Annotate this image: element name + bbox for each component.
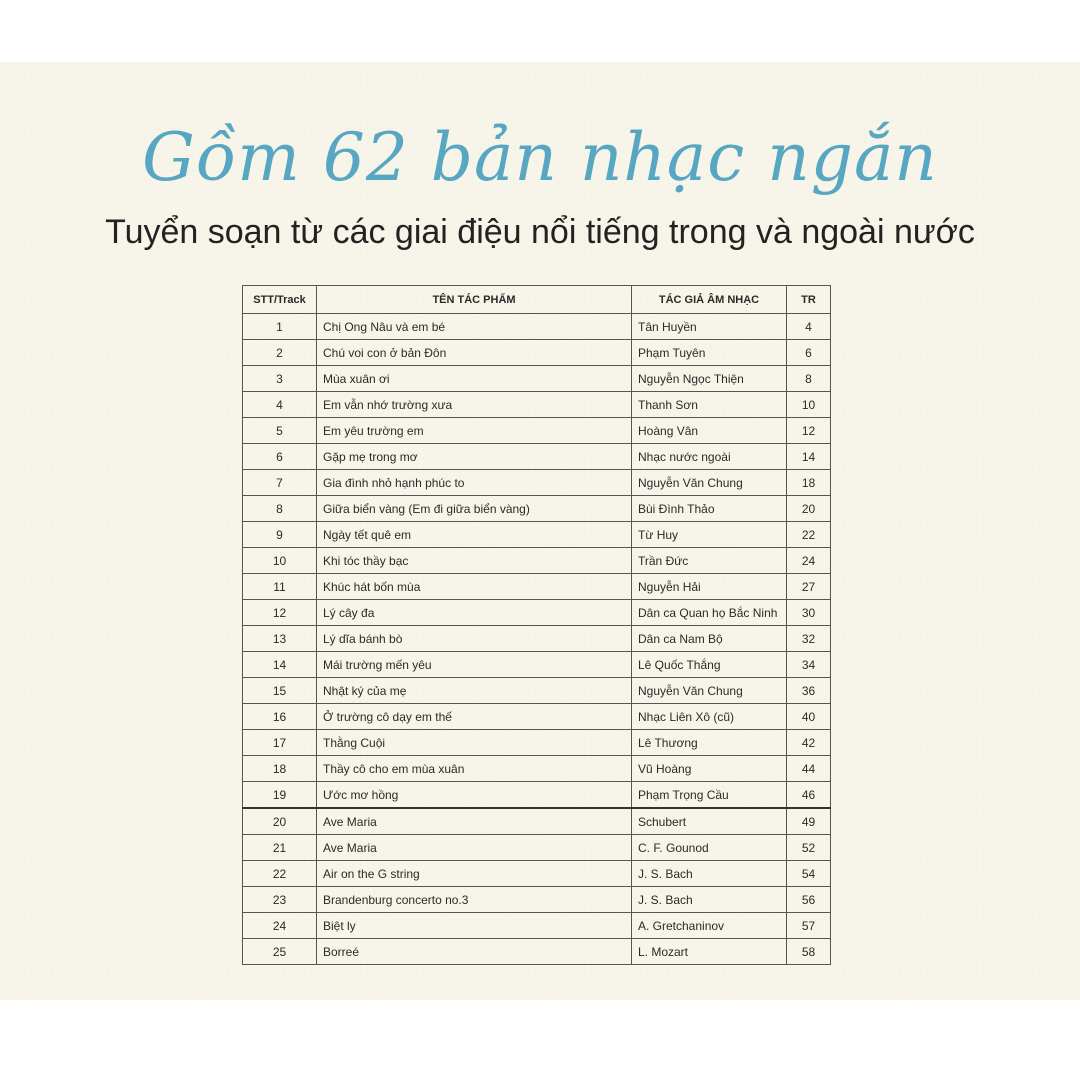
track-number-cell: 25 [243, 939, 317, 965]
work-title-cell: Ave Maria [317, 835, 632, 861]
composer-cell: Phạm Tuyên [632, 340, 787, 366]
composer-cell: J. S. Bach [632, 887, 787, 913]
table-row [243, 444, 831, 470]
track-number-cell: 19 [243, 782, 317, 809]
track-list-table [242, 285, 831, 965]
work-title-cell: Ước mơ hồng [317, 782, 632, 809]
page-number-cell: 22 [787, 522, 831, 548]
work-title-cell: Ở trường cô dạy em thế [317, 704, 632, 730]
composer-cell: Trần Đức [632, 548, 787, 574]
table-row [243, 314, 831, 340]
table-row [243, 392, 831, 418]
table-row [243, 835, 831, 861]
header-page: TR [787, 286, 831, 314]
work-title-cell: Lý cây đa [317, 600, 632, 626]
composer-cell: C. F. Gounod [632, 835, 787, 861]
page-number-cell: 49 [787, 808, 831, 835]
page-number-cell: 4 [787, 314, 831, 340]
table-row [243, 366, 831, 392]
work-title-cell: Thằng Cuội [317, 730, 632, 756]
track-number-cell: 5 [243, 418, 317, 444]
composer-cell: J. S. Bach [632, 861, 787, 887]
track-number-cell: 24 [243, 913, 317, 939]
table-row [243, 522, 831, 548]
table-row [243, 808, 831, 835]
work-title-cell: Ngày tết quê em [317, 522, 632, 548]
composer-cell: Tân Huyền [632, 314, 787, 340]
track-number-cell: 15 [243, 678, 317, 704]
track-number-cell: 13 [243, 626, 317, 652]
page-number-cell: 18 [787, 470, 831, 496]
composer-cell: Schubert [632, 808, 787, 835]
table-row [243, 600, 831, 626]
track-number-cell: 14 [243, 652, 317, 678]
work-title-cell: Thầy cô cho em mùa xuân [317, 756, 632, 782]
track-number-cell: 7 [243, 470, 317, 496]
work-title-cell: Khi tóc thầy bạc [317, 548, 632, 574]
page-number-cell: 27 [787, 574, 831, 600]
work-title-cell: Ave Maria [317, 808, 632, 835]
composer-cell: Nguyễn Hải [632, 574, 787, 600]
page-number-cell: 8 [787, 366, 831, 392]
track-number-cell: 4 [243, 392, 317, 418]
composer-cell: Nguyễn Văn Chung [632, 470, 787, 496]
table-row [243, 470, 831, 496]
table-body [243, 314, 831, 965]
track-number-cell: 1 [243, 314, 317, 340]
work-title-cell: Khúc hát bốn mùa [317, 574, 632, 600]
table-row [243, 861, 831, 887]
header-composer: TÁC GIẢ ÂM NHẠC [632, 286, 787, 314]
track-number-cell: 17 [243, 730, 317, 756]
table-row [243, 730, 831, 756]
page-number-cell: 46 [787, 782, 831, 809]
track-number-cell: 8 [243, 496, 317, 522]
table-row [243, 887, 831, 913]
table-row [243, 939, 831, 965]
track-number-cell: 11 [243, 574, 317, 600]
track-number-cell: 20 [243, 808, 317, 835]
composer-cell: L. Mozart [632, 939, 787, 965]
work-title-cell: Brandenburg concerto no.3 [317, 887, 632, 913]
work-title-cell: Biệt ly [317, 913, 632, 939]
track-number-cell: 12 [243, 600, 317, 626]
table-row [243, 340, 831, 366]
composer-cell: Phạm Trọng Cầu [632, 782, 787, 809]
composer-cell: Lê Quốc Thắng [632, 652, 787, 678]
track-number-cell: 23 [243, 887, 317, 913]
page-number-cell: 24 [787, 548, 831, 574]
page-number-cell: 44 [787, 756, 831, 782]
page-number-cell: 36 [787, 678, 831, 704]
page-number-cell: 32 [787, 626, 831, 652]
composer-cell: Lê Thương [632, 730, 787, 756]
composer-cell: Từ Huy [632, 522, 787, 548]
composer-cell: Nguyễn Văn Chung [632, 678, 787, 704]
table-row [243, 678, 831, 704]
track-number-cell: 21 [243, 835, 317, 861]
table-row [243, 913, 831, 939]
page-number-cell: 12 [787, 418, 831, 444]
track-number-cell: 2 [243, 340, 317, 366]
work-title-cell: Borreé [317, 939, 632, 965]
work-title-cell: Air on the G string [317, 861, 632, 887]
track-number-cell: 6 [243, 444, 317, 470]
table-row [243, 548, 831, 574]
composer-cell: A. Gretchaninov [632, 913, 787, 939]
composer-cell: Nhạc nước ngoài [632, 444, 787, 470]
page-number-cell: 10 [787, 392, 831, 418]
page-number-cell: 34 [787, 652, 831, 678]
table-row [243, 574, 831, 600]
work-title-cell: Gia đình nhỏ hạnh phúc to [317, 470, 632, 496]
work-title-cell: Mái trường mến yêu [317, 652, 632, 678]
track-number-cell: 3 [243, 366, 317, 392]
track-number-cell: 18 [243, 756, 317, 782]
page-title: Gồm 62 bản nhạc ngắn [142, 119, 938, 196]
composer-cell: Dân ca Quan họ Bắc Ninh [632, 600, 787, 626]
page-number-cell: 52 [787, 835, 831, 861]
page-number-cell: 54 [787, 861, 831, 887]
page-number-cell: 42 [787, 730, 831, 756]
track-number-cell: 9 [243, 522, 317, 548]
page-number-cell: 40 [787, 704, 831, 730]
composer-cell: Hoàng Vân [632, 418, 787, 444]
table-row [243, 496, 831, 522]
work-title-cell: Em yêu trường em [317, 418, 632, 444]
table-row [243, 782, 831, 809]
work-title-cell: Giữa biển vàng (Em đi giữa biển vàng) [317, 496, 632, 522]
work-title-cell: Nhật ký của mẹ [317, 678, 632, 704]
table-row [243, 704, 831, 730]
work-title-cell: Em vẫn nhớ trường xưa [317, 392, 632, 418]
composer-cell: Thanh Sơn [632, 392, 787, 418]
page-number-cell: 6 [787, 340, 831, 366]
header-track-number: STT/Track [243, 286, 317, 314]
page-number-cell: 57 [787, 913, 831, 939]
composer-cell: Vũ Hoàng [632, 756, 787, 782]
track-number-cell: 10 [243, 548, 317, 574]
page-number-cell: 58 [787, 939, 831, 965]
page-number-cell: 14 [787, 444, 831, 470]
composer-cell: Bùi Đình Thảo [632, 496, 787, 522]
table-row [243, 756, 831, 782]
track-number-cell: 22 [243, 861, 317, 887]
work-title-cell: Lý dĩa bánh bò [317, 626, 632, 652]
page-number-cell: 30 [787, 600, 831, 626]
header-work-title: TÊN TÁC PHẨM [317, 286, 632, 314]
work-title-cell: Chú voi con ở bản Đôn [317, 340, 632, 366]
table-row [243, 626, 831, 652]
work-title-cell: Chị Ong Nâu và em bé [317, 314, 632, 340]
work-title-cell: Gặp mẹ trong mơ [317, 444, 632, 470]
track-number-cell: 16 [243, 704, 317, 730]
work-title-cell: Mùa xuân ơi [317, 366, 632, 392]
composer-cell: Nguyễn Ngọc Thiện [632, 366, 787, 392]
page-number-cell: 20 [787, 496, 831, 522]
table-header-row [243, 286, 831, 314]
composer-cell: Dân ca Nam Bộ [632, 626, 787, 652]
table-row [243, 652, 831, 678]
table-row [243, 418, 831, 444]
page-number-cell: 56 [787, 887, 831, 913]
page-subtitle: Tuyển soạn từ các giai điệu nổi tiếng trong và ngoài nước [105, 213, 975, 251]
composer-cell: Nhạc Liên Xô (cũ) [632, 704, 787, 730]
